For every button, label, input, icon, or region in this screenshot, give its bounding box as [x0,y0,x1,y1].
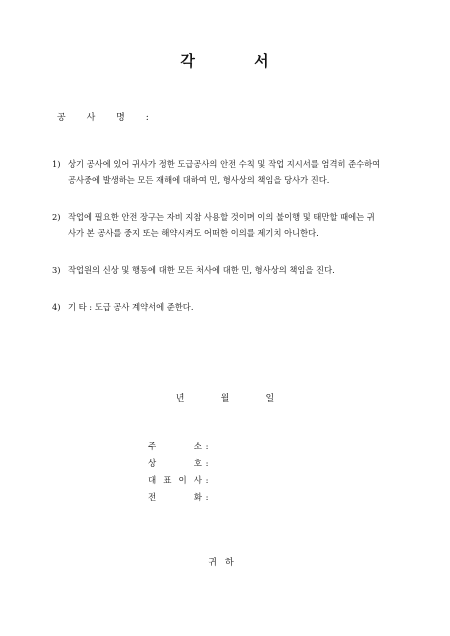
clause-line: 사가 본 공사를 중지 또는 해약시켜도 어떠한 이의를 제기치 아니한다. [68,228,319,238]
clause-item [52,299,432,315]
clause-text [68,299,432,315]
field-colon: : [205,442,209,452]
field-label [148,473,202,490]
field-label-char: 사 [193,476,202,486]
project-label-char: 사 [86,113,98,123]
clause-text [68,209,432,241]
project-label-char: : [145,113,151,123]
title-char: 서 [254,52,270,70]
field-label [148,456,202,473]
month-label: 월 [220,394,230,404]
signature-fields [148,439,212,507]
field-label [148,490,202,507]
clause-line: 기 타 : 도급 공사 계약서에 준한다. [68,302,194,312]
field-label-char: 주 [148,442,157,452]
clause-line: 작업에 필요한 안전 장구는 자비 지참 사용할 것이며 이의 불이행 및 태만할 때에는 귀 [68,212,375,222]
clause-list [52,156,432,336]
field-colon: : [205,459,209,469]
field-label-char: 이 [178,476,187,486]
clause-number: 1) [52,159,61,169]
clause-item [52,156,432,188]
clause-line: 상기 공사에 있어 귀사가 정한 도급공사의 안전 수칙 및 작업 지시서를 엄격히 준수하여 [68,159,381,169]
clause-number: 4) [52,302,61,312]
clause-text [68,262,432,278]
field-label-char: 화 [193,493,202,503]
clause-item [52,262,432,278]
addressee: 귀하 [208,558,242,568]
clause-line: 공사중에 발생하는 모든 재해에 대하여 민, 형사상의 책임을 당사가 진다. [68,175,330,185]
date-line [0,391,450,404]
field-label-char: 상 [148,459,157,469]
ceo-field [148,473,212,490]
field-label-char: 표 [163,476,172,486]
clause-number: 2) [52,212,61,222]
document-title [0,50,450,71]
title-char: 각 [180,52,196,70]
clause-number: 3) [52,265,61,275]
project-label-char: 명 [116,113,127,123]
clause-line: 작업원의 신상 및 행동에 대한 모든 처사에 대한 민, 형사상의 책임을 진다. [68,265,335,275]
field-colon: : [205,476,209,486]
day-label: 일 [265,394,275,404]
field-label-char: 소 [193,442,202,452]
field-colon: : [205,493,209,503]
phone-field [148,490,212,507]
clause-item [52,209,432,241]
field-label [148,439,202,456]
field-label-char: 호 [193,459,202,469]
clause-text [68,156,432,188]
company-field [148,456,212,473]
field-label-char: 전 [148,493,157,503]
project-label-char: 공 [57,113,68,123]
address-field [148,439,212,456]
year-label: 년 [175,394,185,404]
project-name-label [57,110,165,123]
field-label-char: 대 [148,476,157,486]
